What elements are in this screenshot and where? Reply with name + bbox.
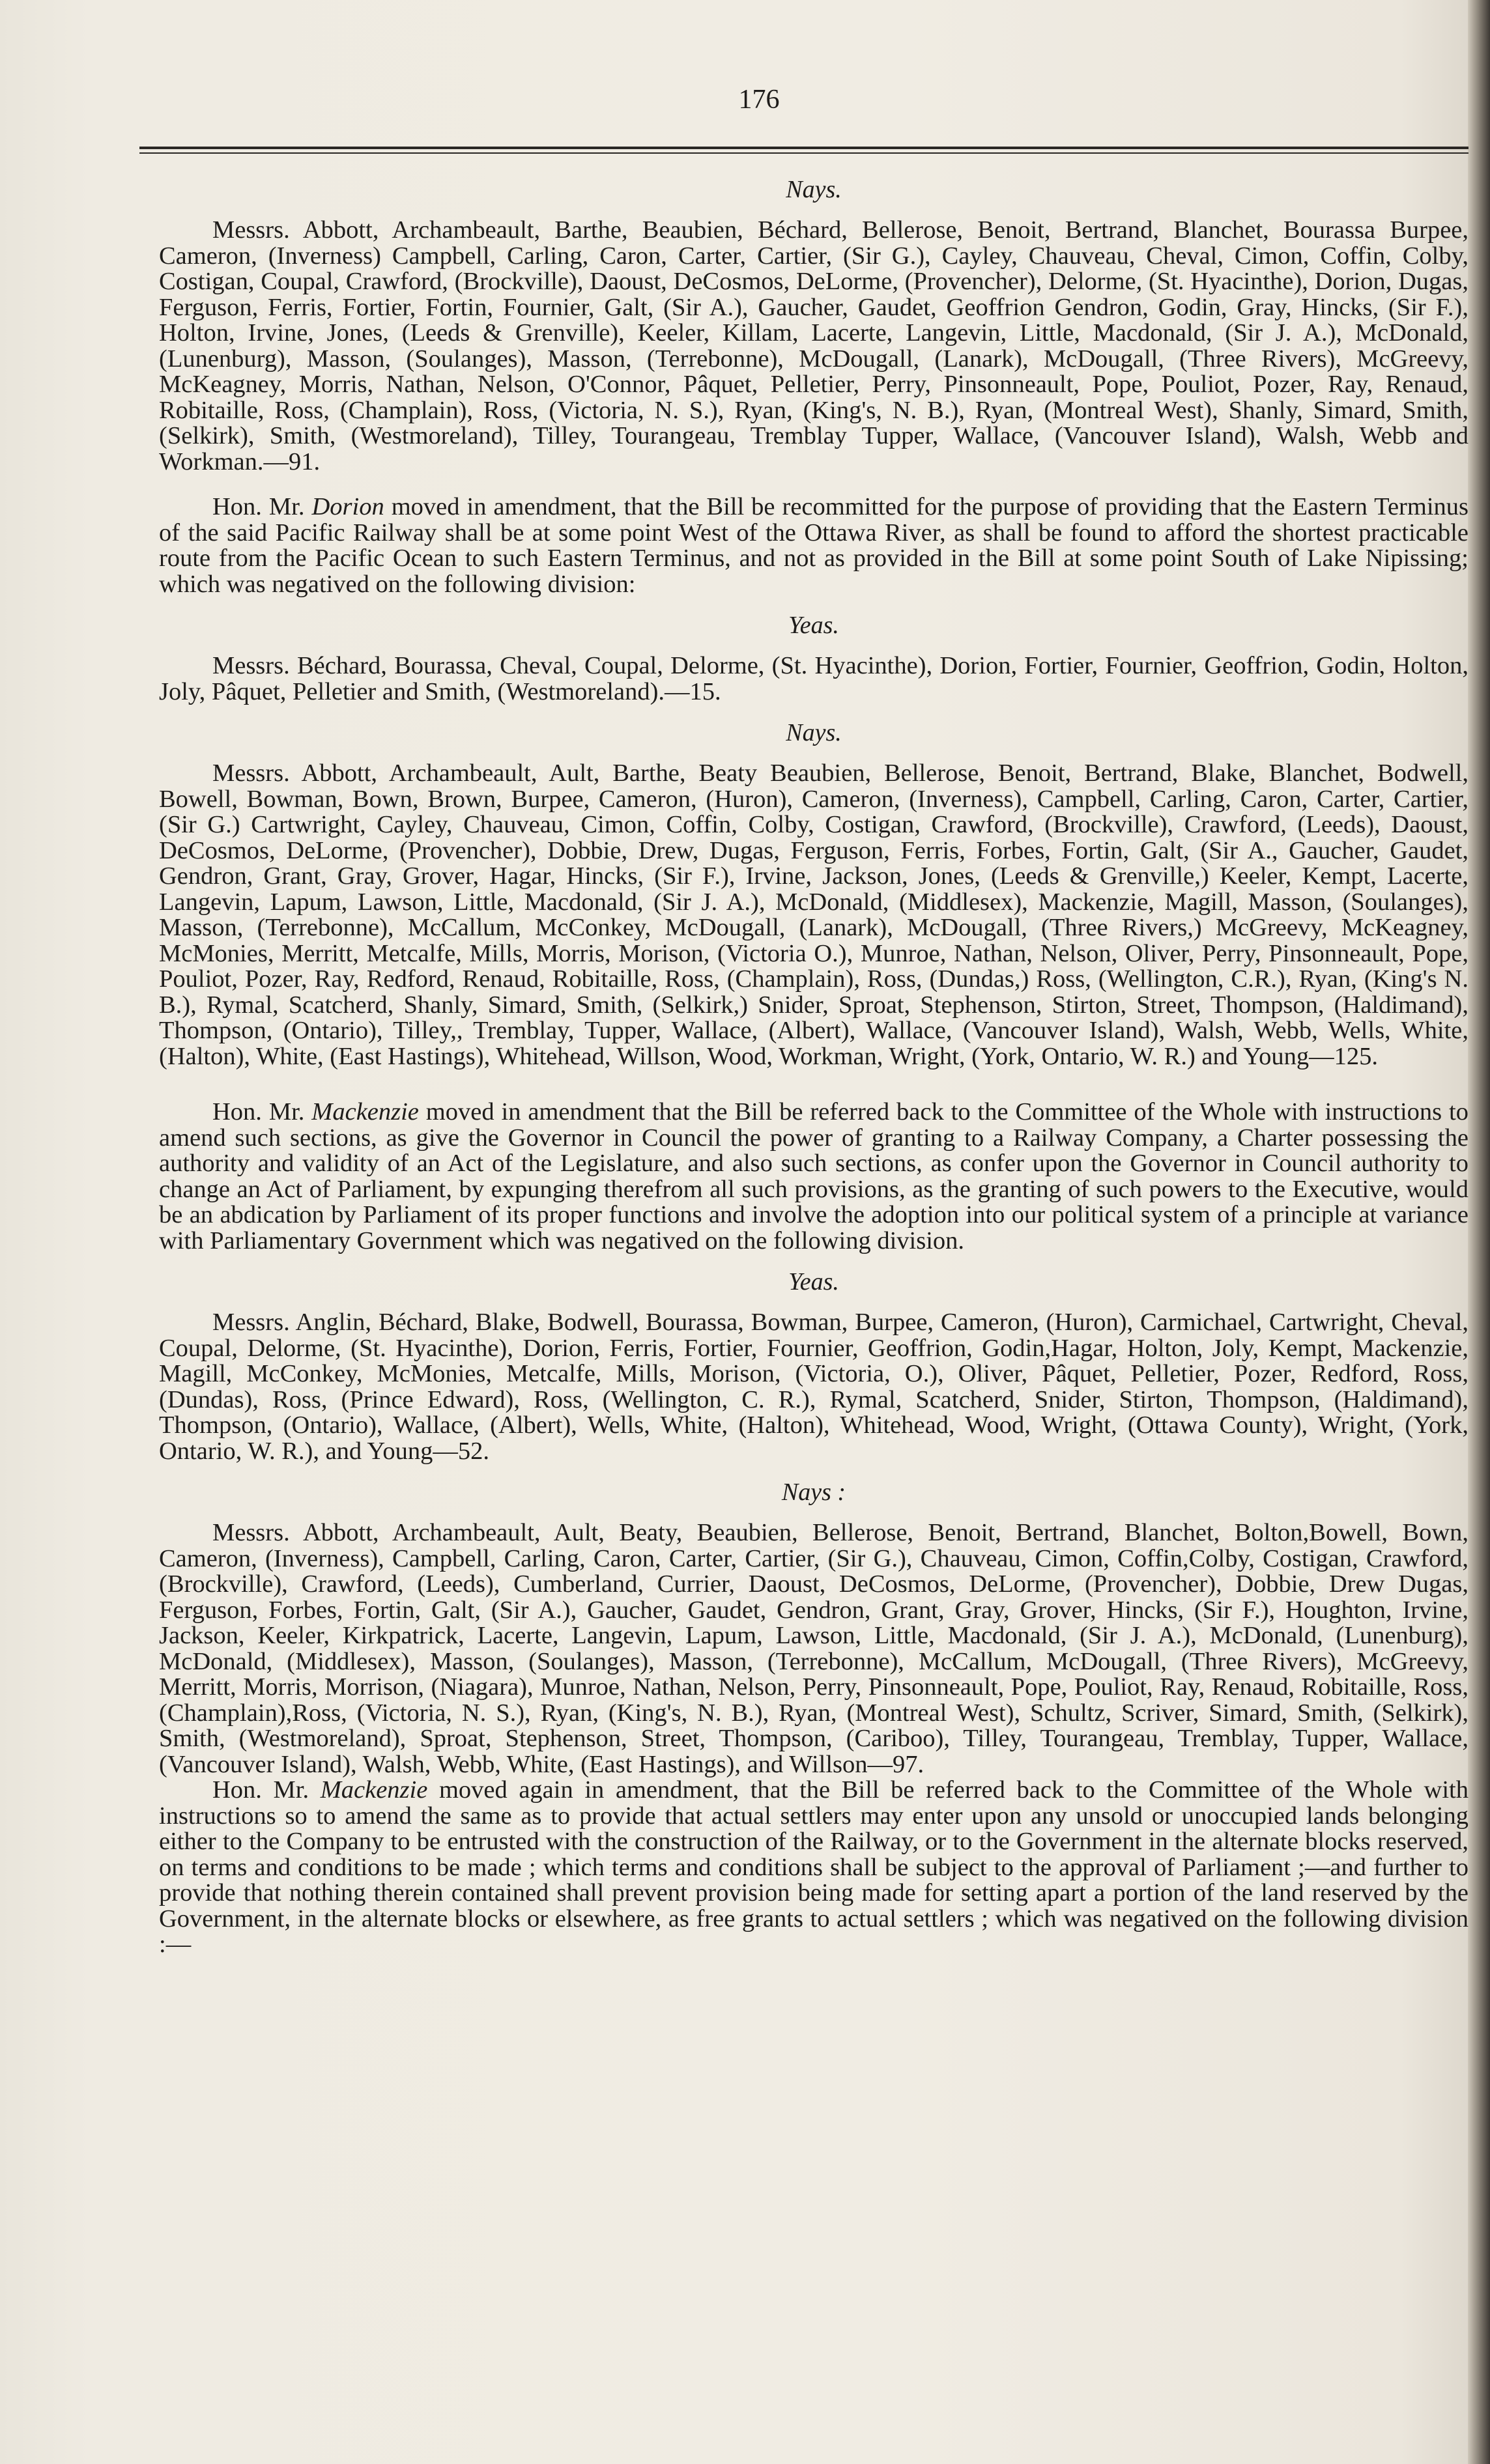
- nays-list: Messrs. Abbott, Archambeault, Barthe, Beaubien, Béchard, Bellerose, Benoit, Bertrand, Blanchet, Bourassa Burpee, Cameron, (Inverness) Campbell, Carling, Caron, Carter, Cartier, (Sir G.), Cayley, Chauveau, Cheval, Cimon, Coffin, Colby, Costigan, Coupal, Crawford, (Brockville), Daoust, DeCosmos, DeLorme, (Provencher), Delorme, (St. Hyacinthe), Dorion, Dugas, Ferguson, Ferris, Fortier, Fortin, Fournier, Galt, (Sir A.), Gaucher, Gaudet, Geoffrion Gendron, Godin, Gray, Hincks, (Sir F.), Holton, Irvine, Jones, (Leeds & Grenville), Keeler, Killam, Lacerte, Langevin, Little, Macdonald, (Sir J. A.), McDonald, (Lunenburg), Masson, (Soulanges), Masson, (Terrebonne), McDougall, (Lanark), McDougall, (Three Rivers), McGreevy, McKeagney, Morris, Nathan, Nelson, O'Connor, Pâquet, Pelletier, Perry, Pinsonneault, Pope, Pouliot, Pozer, Ray, Renaud, Robitaille, Ross, (Champlain), Ross, (Victoria, N. S.), Ryan, (King's, N. B.), Ryan, (Montreal West), Shanly, Simard, Smith, (Selkirk), Smith, (Westmoreland), Tilley, Tourangeau, Tremblay Tupper, Wallace, (Vancouver Island), Walsh, Webb and Workman.—91.: [159, 216, 1469, 475]
- member-name: Mackenzie: [320, 1776, 428, 1804]
- motion-prefix: Hon. Mr.: [212, 1776, 321, 1804]
- yeas-list: Messrs. Béchard, Bourassa, Cheval, Coupal, Delorme, (St. Hyacinthe), Dorion, Fortier, Fournier, Geoffrion, Godin, Holton, Joly, Pâquet, Pelletier and Smith, (Westmoreland).—15.: [159, 652, 1469, 705]
- header-rule-thin: [139, 152, 1469, 154]
- division-heading-nays: Nays :: [781, 1479, 846, 1506]
- nays-list: Messrs. Abbott, Archambeault, Ault, Beaty, Beaubien, Bellerose, Benoit, Bertrand, Blanchet, Bolton,Bowell, Bown, Cameron, (Inverness), Campbell, Carling, Caron, Carter, Cartier, (Sir G.), Chauveau, Cimon, Coffin,Colby, Costigan, Crawford, (Brockville), Crawford, (Leeds), Cumberland, Currier, Daoust, DeCosmos, DeLorme, (Provencher), Dobbie, Drew Dugas, Ferguson, Forbes, Fortin, Galt, (Sir A.), Gaucher, Gaudet, Gendron, Grant, Gray, Grover, Hincks, (Sir F.), Houghton, Irvine, Jackson, Keeler, Kirkpatrick, Lacerte, Langevin, Lapum, Lawson, Little, Macdonald, (Sir J. A.), McDonald, (Lunenburg), McDonald, (Middlesex), Masson, (Soulanges), Masson, (Terrebonne), McCallum, McDougall, (Three Rivers), McGreevy, Merritt, Morris, Morrison, (Niagara), Munroe, Nathan, Nelson, Perry, Pinsonneault, Pope, Pouliot, Ray, Renaud, Robitaille, Ross, (Champlain),Ross, (Victoria, N. S.), Ryan, (King's, N. B.), Ryan, (Montreal West), Schultz, Scriver, Simard, Smith, (Selkirk), Smith, (Westmoreland), Sproat, Stephenson, Street, Thompson, (Cariboo), Tilley, Tourangeau, Tremblay, Tupper, Wallace, (Vancouver Island), Walsh, Webb, White, (East Hastings), and Willson—97.: [159, 1519, 1469, 1778]
- motion-paragraph-mackenzie: [159, 1099, 1469, 1254]
- nays-list: Messrs. Abbott, Archambeault, Ault, Barthe, Beaty Beaubien, Bellerose, Benoit, Bertrand, Blake, Blanchet, Bodwell, Bowell, Bowman, Bown, Brown, Burpee, Cameron, (Huron), Cameron, (Inverness), Campbell, Carling, Caron, Carter, Cartier, (Sir G.) Cartwright, Cayley, Chauveau, Cimon, Coffin, Colby, Costigan, Crawford, (Brockville), Crawford, (Leeds), Daoust, DeCosmos, DeLorme, (Provencher), Dobbie, Drew, Dugas, Ferguson, Ferris, Forbes, Fortin, Galt, (Sir A., Gaucher, Gaudet, Gendron, Grant, Gray, Grover, Hagar, Hincks, (Sir F.), Irvine, Jackson, Jones, (Leeds & Grenville,) Keeler, Kempt, Lacerte, Langevin, Lapum, Lawson, Little, Macdonald, (Sir J. A.), McDonald, (Middlesex), Mackenzie, Magill, Masson, (Soulanges), Masson, (Terrebonne), McCallum, McConkey, McDougall, (Lanark), McDougall, (Three Rivers,) McGreevy, McKeagney, McMonies, Merritt, Metcalfe, Mills, Morris, Morison, (Victoria O.), Munroe, Nathan, Nelson, Oliver, Perry, Pinsonneault, Pope, Pouliot, Pozer, Ray, Redford, Renaud, Robitaille, Ross, (Champlain), Ross, (Dundas,) Ross, (Wellington, C.R.), Ryan, (King's N. B.), Rymal, Scatcherd, Shanly, Simard, Smith, (Selkirk,) Snider, Sproat, Stephenson, Stirton, Street, Thompson, (Haldimand), Thompson, (Ontario), Tilley,, Tremblay, Tupper, Wallace, (Albert), Wallace, (Vancouver Island), Walsh, Webb, Wells, White, (Halton), White, (East Hastings), Whitehead, Willson, Wood, Workman, Wright, (York, Ontario, W. R.) and Young—125.: [159, 759, 1469, 1070]
- motion-text: moved again in amendment, that the Bill be referred back to the Committee of the Whole with instructions so to amend the same as to provide that actual settlers may enter upon any unsold or unoccupied lands belonging either to the Company to be entrusted with the construction of the Railway, or to the Government in the alternate blocks reserved, on terms and conditions to be made ; which terms and conditions shall be subject to the approval of Parliament ;—and further to provide that nothing therein contained shall prevent provision being made for setting apart a portion of the land reserved by the Government, in the alternate blocks or elsewhere, as free grants to actual settlers ; which was negatived on the following division :—: [159, 1776, 1469, 1958]
- motion-text: moved in amendment, that the Bill be recommitted for the purpose of providing that the Eastern Terminus of the said Pacific Railway shall be at some point West of the Ottawa River, as shall be found to afford the shortest practicable route from the Pacific Ocean to such Eastern Terminus, and not as provided in the Bill at some point South of Lake Nipissing; which was negatived on the following division:: [159, 493, 1469, 598]
- division-heading-nays: Nays.: [786, 176, 842, 203]
- book-spine-shadow: [1468, 0, 1490, 2464]
- motion-text: moved in amendment that the Bill be referred back to the Committee of the Whole with instructions to amend such sections, as give the Governor in Council the power of granting to a Railway Company, a Charter possessing the authority and validity of an Act of the Legislature, and also such sections, as confer upon the Governor in Council authority to change an Act of Parliament, by expunging therefrom all such provisions, as the granting of such powers to the Executive, would be an abdication by Parliament of its proper functions and involve the adoption into our political system of a principle at variance with Parliamentary Government which was negatived on the following division.: [159, 1098, 1469, 1254]
- division-heading-yeas: Yeas.: [788, 1268, 839, 1296]
- motion-prefix: Hon. Mr.: [212, 493, 312, 520]
- yeas-list: Messrs. Anglin, Béchard, Blake, Bodwell, Bourassa, Bowman, Burpee, Cameron, (Huron), Carmichael, Cartwright, Cheval, Coupal, Delorme, (St. Hyacinthe), Dorion, Ferris, Fortier, Fournier, Geoffrion, Godin,Hagar, Holton, Joly, Kempt, Mackenzie, Magill, McConkey, McMonies, Metcalfe, Mills, Morison, (Victoria, O.), Oliver, Pâquet, Pelletier, Pozer, Redford, Ross, (Dundas), Ross, (Prince Edward), Ross, (Wellington, C. R.), Rymal, Scatcherd, Snider, Stirton, Thompson, (Haldimand), Thompson, (Ontario), Wallace, (Albert), Wells, White, (Halton), Whitehead, Wood, Wright, (Ottawa County), Wright, (York, Ontario, W. R.), and Young—52.: [159, 1309, 1469, 1465]
- header-rule: [139, 147, 1469, 149]
- division-heading-nays: Nays.: [786, 719, 842, 746]
- member-name: Mackenzie: [311, 1098, 419, 1126]
- division-heading-yeas: Yeas.: [788, 612, 839, 639]
- page-number: 176: [738, 85, 780, 115]
- motion-paragraph-dorion: [159, 494, 1469, 597]
- page-body: [159, 173, 1469, 1958]
- motion-paragraph-mackenzie-second: [159, 1777, 1469, 1958]
- member-name: Dorion: [311, 493, 384, 520]
- motion-prefix: Hon. Mr.: [212, 1098, 312, 1126]
